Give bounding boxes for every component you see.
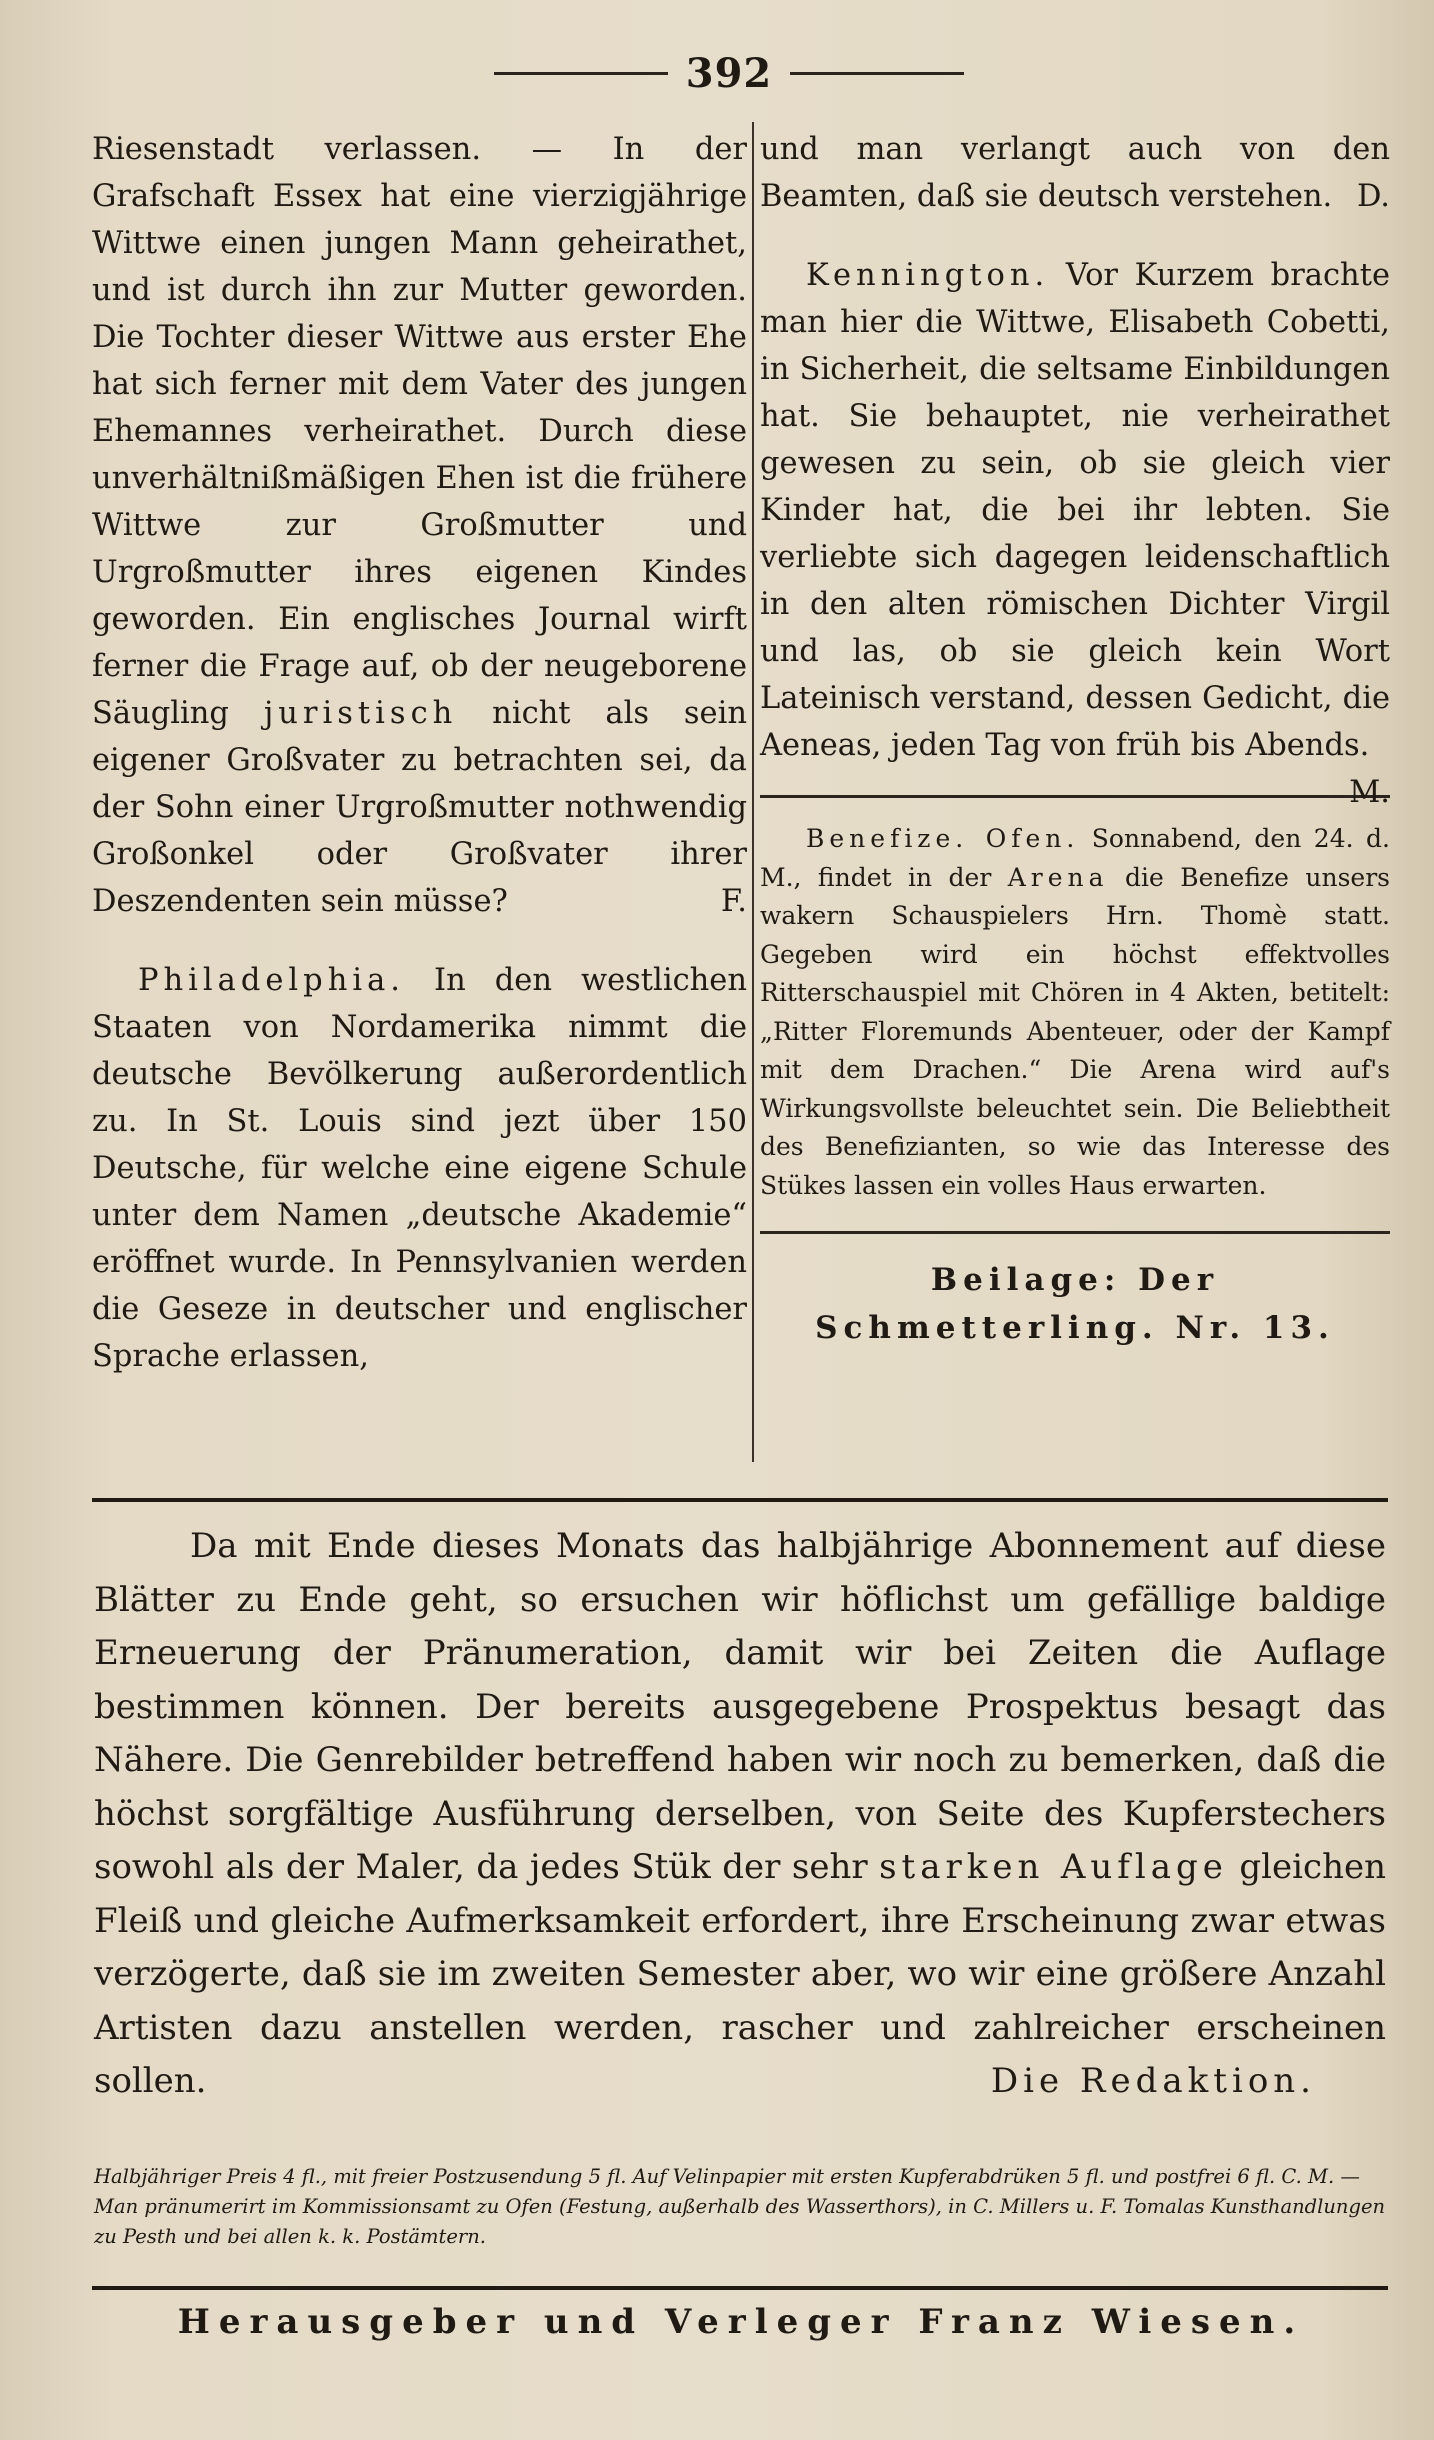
- article-philadelphia: [92, 957, 747, 1380]
- notice-benefize-label: Benefize. Ofen.: [806, 824, 1080, 853]
- notice-benefize-text: Sonnabend, den 24. d. M., findet in der: [760, 824, 1390, 892]
- article-philadelphia-text: In den westlichen Staaten von Nordamerika nimmt die deutsche Bevölkerung außerordentlich zu. In St. Louis sind jezt über 150 Deutsche, für welche eine eigene Schule unter dem Namen „deutsche Akademie“ eröffnet wurde. In Pennsylvanien werden die Geseze in deutscher und englischer Sprache erlassen,: [92, 963, 747, 1374]
- article-essex-text-cont: nicht als sein eigener Großvater zu betrachten sei, da der Sohn einer Urgroßmutter nothwendig Großonkel oder Großvater ihrer Deszendenten sein müsse?: [92, 696, 747, 919]
- section-rule-2: [760, 1231, 1390, 1234]
- article-kennington-text: Vor Kurzem brachte man hier die Wittwe, Elisabeth Cobetti, in Sicherheit, die seltsame Einbildungen hat. Sie behauptet, nie verheirathet gewesen zu sein, ob sie gleich vier Kinder hat, die bei ihr lebten. Sie verliebte sich dagegen leidenschaftlich in den alten römischen Dichter Virgil und las, ob sie gleich kein Wort Lateinisch verstand, dessen Gedicht, die Aeneas, jeden Tag von früh bis Abends.: [760, 258, 1390, 763]
- article-kennington: [760, 252, 1390, 810]
- article-philadelphia-end: [760, 126, 1390, 220]
- price-note: Halbjähriger Preis 4 fl., mit freier Postzusendung 5 fl. Auf Velinpapier mit ersten Kupferabdrüken 5 fl. und postfrei 6 fl. C. M. — Man pränumerirt im Kommissionsamt zu Ofen (Festung, außerhalb des Wasserthors), in C. Millers u. F. Tomalas Kunsthandlungen zu Pesth und bei allen k. k. Postämtern.: [94, 2165, 1386, 2248]
- section-rule: [760, 795, 1390, 798]
- column-divider: [752, 122, 754, 1462]
- article-essex: [92, 126, 747, 925]
- footer-rule: [92, 2286, 1388, 2290]
- subscription-announcement: [94, 1520, 1386, 2109]
- article-philadelphia-end-text: und man verlangt auch von den Beamten, daß sie deutsch verstehen.: [760, 132, 1390, 214]
- supplement-note: Beilage: Der Schmetterling. Nr. 13.: [815, 1262, 1335, 1346]
- right-column: [760, 126, 1390, 1352]
- header-rule-left: [494, 72, 668, 75]
- announcement-rule-top: [92, 1498, 1388, 1502]
- article-kennington-place: Kennington.: [806, 258, 1050, 293]
- notice-benefize-arena: Arena: [1007, 862, 1109, 892]
- announcement-text-cont: gleichen Fleiß und gleiche Aufmerksamkeit erfordert, ihre Erscheinung zwar etwas verzögerte, daß sie im zweiten Semester aber, wo wir eine größere Anzahl Artisten dazu anstellen werden, rascher und zahlreicher erscheinen sollen.: [94, 1847, 1386, 2101]
- announcement-emphasis: starken Auflage: [879, 1847, 1228, 1887]
- header-rule-right: [790, 72, 964, 75]
- left-column: [92, 126, 747, 1380]
- article-essex-emphasis: juristisch: [263, 696, 458, 731]
- publisher-line: Herausgeber und Verleger Franz Wiesen.: [177, 2302, 1305, 2342]
- article-kennington-signature: M.: [1349, 775, 1390, 810]
- article-essex-text: Riesenstadt verlassen. — In der Grafschaft Essex hat eine vierzigjährige Wittwe einen jungen Mann geheirathet, und ist durch ihn zur Mutter geworden. Die Tochter dieser Wittwe aus erster Ehe hat sich ferner mit dem Vater des jungen Ehemannes verheirathet. Durch diese unverhältnißmäßigen Ehen ist die frühere Wittwe zur Großmutter und Urgroßmutter ihres eigenen Kindes geworden. Ein englisches Journal wirft ferner die Frage auf, ob der neugeborene Säugling: [92, 132, 747, 731]
- article-philadelphia-place: Philadelphia.: [138, 963, 405, 998]
- announcement-text: Da mit Ende dieses Monats das halbjährige Abonnement auf diese Blätter zu Ende geht, so ersuchen wir höflichst um gefällige baldige Erneuerung der Pränumeration, damit wir bei Zeiten die Auflage bestimmen können. Der bereits ausgegebene Prospektus besagt das Nähere. Die Genrebilder betreffend haben wir noch zu bemerken, daß die höchst sorgfältige Ausführung derselben, von Seite des Kupferstechers sowohl als der Maler, da jedes Stük der sehr: [94, 1526, 1386, 1887]
- notice-benefize-text-cont: die Benefize unsers wakern Schauspielers Hrn. Thomè statt. Gegeben wird ein höchst effektvolles Ritterschauspiel mit Chören in 4 Akten, betitelt: „Ritter Floremunds Abenteuer, oder der Kampf mit dem Drachen.“ Die Arena wird auf's Wirkungsvollste beleuchtet sein. Die Beliebtheit des Benefizianten, so wie das Interesse des Stükes lassen ein volles Haus erwarten.: [760, 862, 1391, 1200]
- page-number: 392: [685, 49, 773, 97]
- article-philadelphia-signature: D.: [1356, 179, 1390, 214]
- announcement-signature: Die Redaktion.: [990, 2061, 1316, 2101]
- article-essex-signature: F.: [720, 884, 747, 919]
- notice-benefize: [760, 820, 1390, 1205]
- page-header: [494, 48, 964, 98]
